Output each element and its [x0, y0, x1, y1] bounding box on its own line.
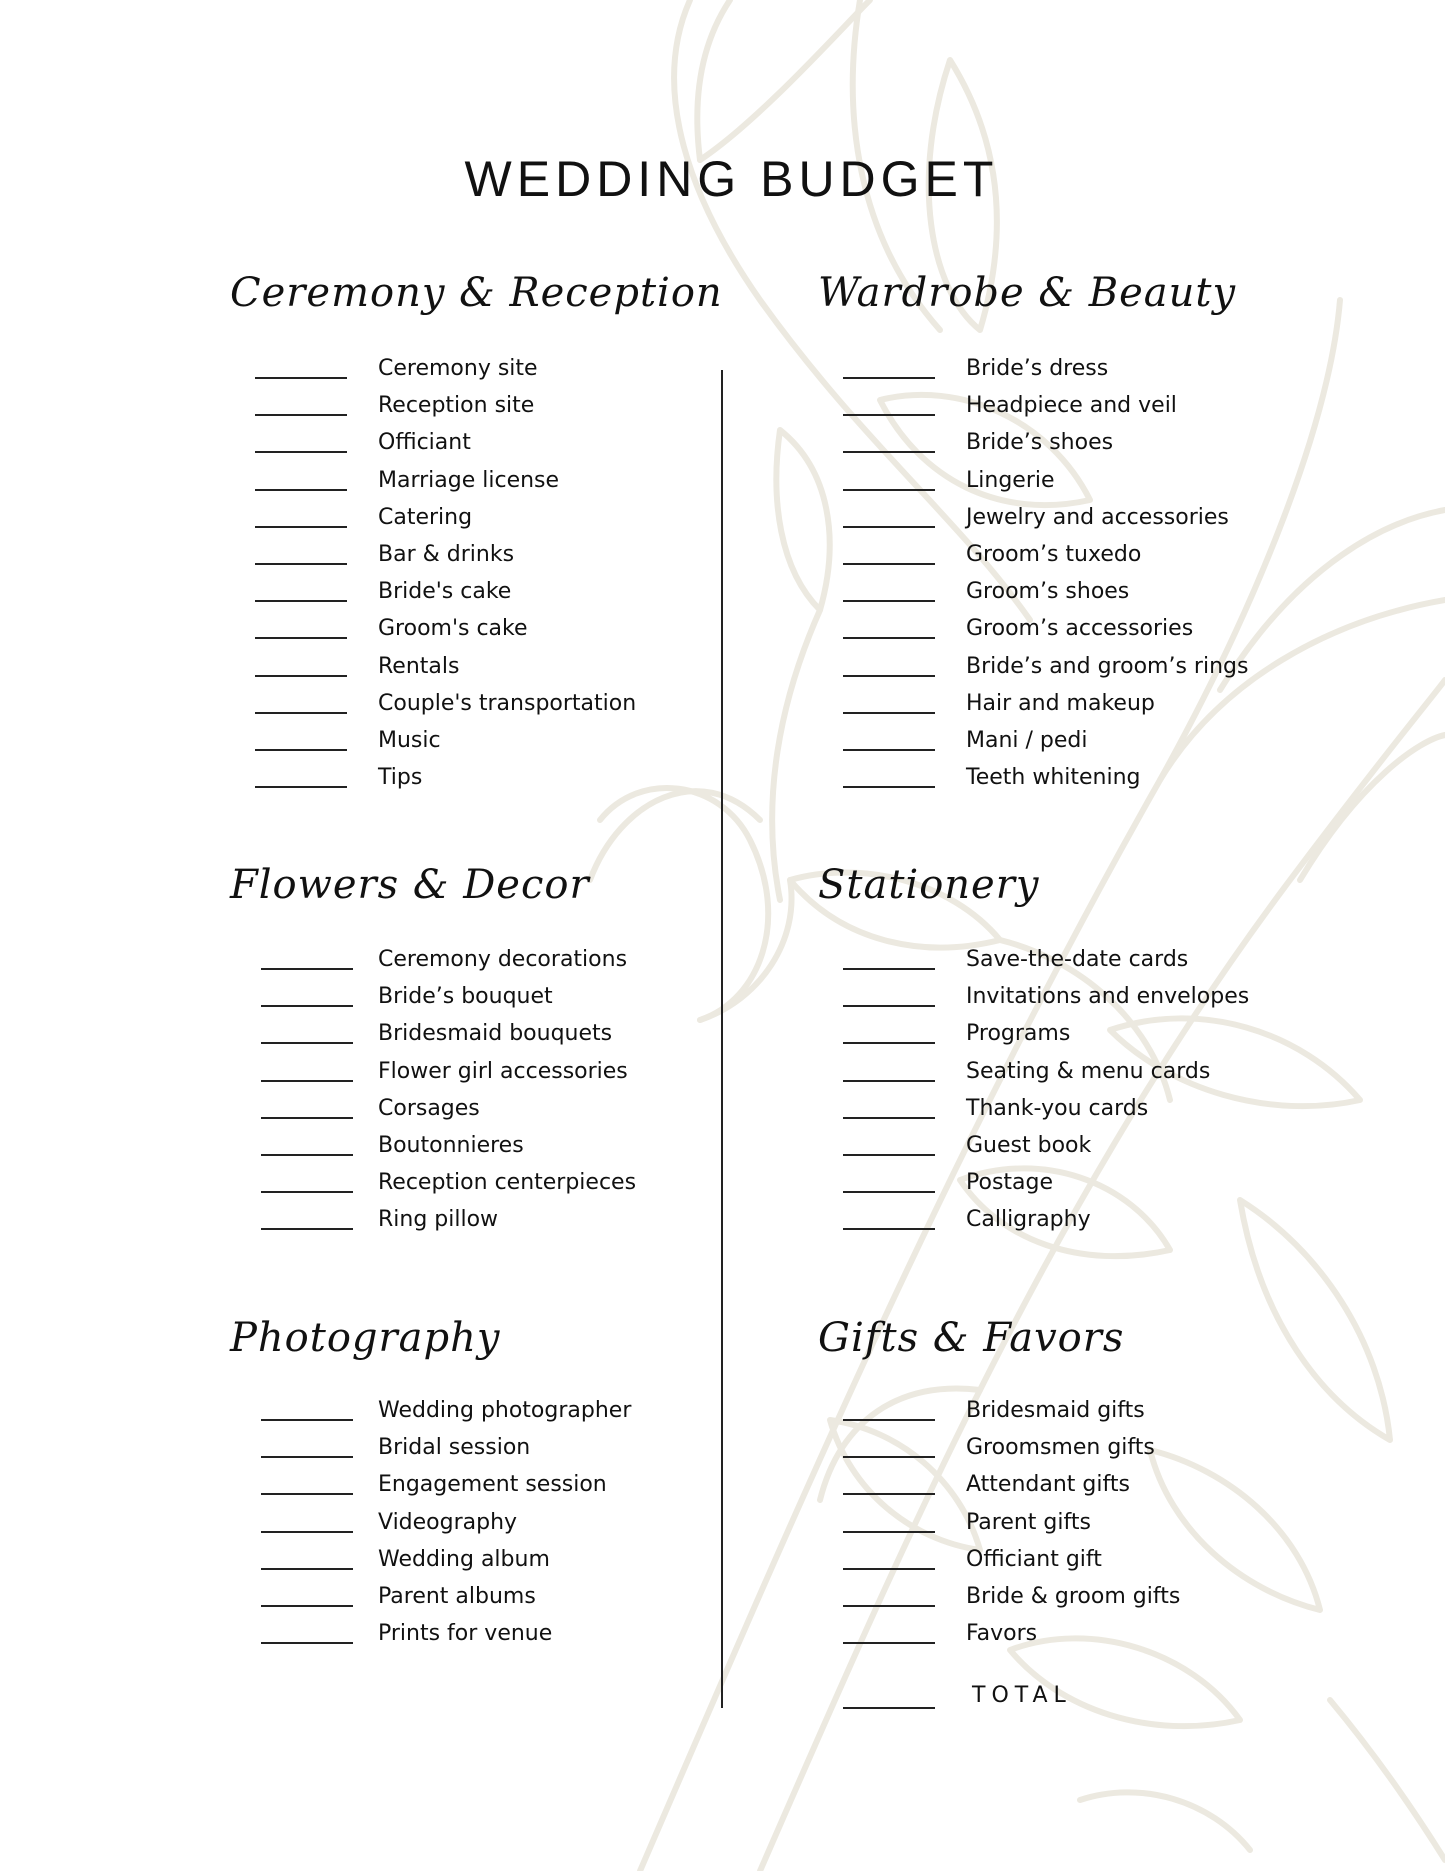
budget-item-row [230, 1471, 650, 1508]
budget-item-label: Groom’s tuxedo [966, 542, 1142, 567]
budget-item-row [818, 1620, 1238, 1657]
amount-blank-line[interactable] [255, 563, 347, 565]
budget-item-row [230, 1397, 650, 1434]
amount-blank-line[interactable] [261, 1042, 353, 1044]
budget-item-label: Mani / pedi [966, 728, 1088, 753]
amount-blank-line[interactable] [843, 1605, 935, 1607]
amount-blank-line[interactable] [261, 1005, 353, 1007]
budget-item-row [818, 690, 1238, 727]
section-heading: Stationery [818, 862, 1040, 908]
budget-item-row [230, 946, 650, 983]
budget-item-row [230, 1169, 650, 1206]
section-heading: Photography [230, 1315, 501, 1361]
budget-item-label: Videography [378, 1510, 518, 1535]
section-heading: Gifts & Favors [818, 1315, 1125, 1361]
budget-item-label: Parent albums [378, 1584, 536, 1609]
budget-item-row [230, 429, 650, 466]
amount-blank-line[interactable] [843, 1568, 935, 1570]
amount-blank-line[interactable] [255, 712, 347, 714]
budget-item-row [230, 504, 650, 541]
budget-item-row [818, 983, 1250, 1020]
total-label: TOTAL [972, 1683, 1072, 1708]
budget-item-label: Teeth whitening [966, 765, 1141, 790]
amount-blank-line[interactable] [843, 1456, 935, 1458]
budget-item-row [230, 467, 650, 504]
budget-item-label: Groom’s accessories [966, 616, 1194, 641]
budget-item-row [818, 392, 1238, 429]
amount-blank-line[interactable] [261, 1642, 353, 1644]
section-heading: Flowers & Decor [230, 862, 590, 908]
amount-blank-line[interactable] [843, 1228, 935, 1230]
budget-item-label: Bar & drinks [378, 542, 515, 567]
amount-blank-line[interactable] [843, 377, 935, 379]
budget-item-row [818, 1132, 1238, 1169]
amount-blank-line[interactable] [261, 1228, 353, 1230]
amount-blank-line[interactable] [255, 749, 347, 751]
budget-item-row [818, 467, 1238, 504]
budget-item-label: Bridal session [378, 1435, 531, 1460]
budget-item-label: Music [378, 728, 441, 753]
budget-item-label: Bride & groom gifts [966, 1584, 1181, 1609]
budget-item-row [818, 429, 1238, 466]
budget-item-label: Tips [378, 765, 423, 790]
section-heading: Ceremony & Reception [230, 270, 723, 316]
budget-item-row [818, 1471, 1238, 1508]
budget-item-row [818, 653, 1249, 690]
budget-item-row [818, 1546, 1238, 1583]
amount-blank-line[interactable] [261, 968, 353, 970]
budget-item-row [818, 1020, 1238, 1057]
budget-item-label: Groomsmen gifts [966, 1435, 1155, 1460]
budget-item-label: Parent gifts [966, 1510, 1091, 1535]
budget-item-row [818, 727, 1238, 764]
amount-blank-line[interactable] [843, 1493, 935, 1495]
budget-item-row [818, 946, 1238, 983]
budget-item-label: Officiant gift [966, 1547, 1102, 1572]
amount-blank-line[interactable] [261, 1531, 353, 1533]
budget-item-row [818, 355, 1238, 392]
amount-blank-line[interactable] [843, 968, 935, 970]
budget-item-label: Thank-you cards [966, 1096, 1149, 1121]
budget-item-label: Bride’s and groom’s rings [966, 654, 1249, 679]
amount-blank-line[interactable] [261, 1419, 353, 1421]
budget-item-label: Catering [378, 505, 473, 530]
amount-blank-line[interactable] [843, 1042, 935, 1044]
amount-blank-line[interactable] [843, 1419, 935, 1421]
amount-blank-line[interactable] [843, 1117, 935, 1119]
budget-item-row [818, 764, 1238, 801]
budget-item-label: Postage [966, 1170, 1054, 1195]
budget-item-row [230, 1583, 650, 1620]
budget-item-label: Engagement session [378, 1472, 607, 1497]
budget-item-row [230, 1546, 650, 1583]
amount-blank-line[interactable] [261, 1154, 353, 1156]
budget-item-row [230, 764, 650, 801]
amount-blank-line[interactable] [843, 1005, 935, 1007]
amount-blank-line[interactable] [255, 786, 347, 788]
budget-item-row [818, 1169, 1238, 1206]
budget-item-label: Lingerie [966, 468, 1055, 493]
budget-item-row [230, 541, 650, 578]
amount-blank-line[interactable] [255, 377, 347, 379]
budget-item-label: Groom's cake [378, 616, 528, 641]
amount-blank-line[interactable] [843, 526, 935, 528]
amount-blank-line[interactable] [843, 1531, 935, 1533]
budget-item-label: Rentals [378, 654, 460, 679]
amount-blank-line[interactable] [843, 749, 935, 751]
page-title: WEDDING BUDGET [464, 151, 999, 207]
amount-blank-line[interactable] [843, 489, 935, 491]
amount-blank-line[interactable] [261, 1568, 353, 1570]
budget-item-row [818, 615, 1238, 652]
amount-blank-line[interactable] [843, 1191, 935, 1193]
amount-blank-line[interactable] [255, 414, 347, 416]
budget-item-row [230, 653, 650, 690]
amount-blank-line[interactable] [261, 1605, 353, 1607]
budget-item-label: Programs [966, 1021, 1071, 1046]
amount-blank-line[interactable] [261, 1456, 353, 1458]
budget-item-label: Groom’s shoes [966, 579, 1130, 604]
budget-item-row [230, 983, 650, 1020]
amount-blank-line[interactable] [261, 1080, 353, 1082]
budget-item-row [818, 541, 1238, 578]
amount-blank-line[interactable] [261, 1117, 353, 1119]
budget-item-label: Headpiece and veil [966, 393, 1177, 418]
budget-item-label: Couple's transportation [378, 691, 637, 716]
budget-item-label: Ceremony decorations [378, 947, 628, 972]
budget-item-label: Hair and makeup [966, 691, 1155, 716]
amount-blank-line[interactable] [255, 600, 347, 602]
amount-blank-line[interactable] [843, 1154, 935, 1156]
amount-blank-line[interactable] [843, 637, 935, 639]
budget-item-label: Save-the-date cards [966, 947, 1189, 972]
budget-item-label: Bride’s bouquet [378, 984, 553, 1009]
budget-item-row [230, 615, 650, 652]
budget-item-label: Marriage license [378, 468, 560, 493]
amount-blank-line[interactable] [255, 526, 347, 528]
budget-item-label: Seating & menu cards [966, 1059, 1211, 1084]
budget-item-row [230, 1020, 650, 1057]
amount-blank-line[interactable] [843, 600, 935, 602]
budget-item-label: Ring pillow [378, 1207, 499, 1232]
amount-blank-line[interactable] [843, 786, 935, 788]
budget-item-label: Officiant [378, 430, 471, 455]
amount-blank-line[interactable] [255, 451, 347, 453]
budget-item-row [818, 1434, 1238, 1471]
budget-item-row [818, 1095, 1238, 1132]
budget-item-label: Prints for venue [378, 1621, 553, 1646]
total-amount-blank[interactable] [843, 1707, 935, 1709]
amount-blank-line[interactable] [843, 675, 935, 677]
budget-item-label: Bride’s dress [966, 356, 1109, 381]
budget-item-row [818, 1206, 1238, 1243]
budget-item-label: Ceremony site [378, 356, 538, 381]
budget-item-label: Bride’s shoes [966, 430, 1114, 455]
budget-item-row [230, 578, 650, 615]
budget-item-label: Calligraphy [966, 1207, 1091, 1232]
budget-item-label: Boutonnieres [378, 1133, 524, 1158]
amount-blank-line[interactable] [255, 675, 347, 677]
amount-blank-line[interactable] [843, 712, 935, 714]
budget-item-row [230, 1620, 650, 1657]
section-heading: Wardrobe & Beauty [818, 270, 1237, 316]
budget-item-label: Attendant gifts [966, 1472, 1130, 1497]
budget-item-row [230, 355, 650, 392]
column-divider [721, 370, 723, 1708]
amount-blank-line[interactable] [843, 451, 935, 453]
budget-item-row [818, 1058, 1238, 1095]
amount-blank-line[interactable] [843, 414, 935, 416]
budget-item-label: Wedding album [378, 1547, 550, 1572]
budget-item-row [230, 392, 650, 429]
budget-item-label: Jewelry and accessories [966, 505, 1229, 530]
budget-item-row [818, 1583, 1238, 1620]
budget-item-row [230, 690, 650, 727]
budget-item-label: Guest book [966, 1133, 1092, 1158]
budget-item-label: Flower girl accessories [378, 1059, 628, 1084]
budget-item-label: Favors [966, 1621, 1038, 1646]
budget-item-label: Wedding photographer [378, 1398, 632, 1423]
budget-item-row [818, 578, 1238, 615]
amount-blank-line[interactable] [255, 637, 347, 639]
amount-blank-line[interactable] [843, 1080, 935, 1082]
budget-item-row [818, 504, 1238, 541]
budget-item-row [230, 727, 650, 764]
budget-item-label: Corsages [378, 1096, 480, 1121]
budget-item-label: Bride's cake [378, 579, 512, 604]
budget-item-row [818, 1397, 1238, 1434]
budget-item-row [818, 1509, 1238, 1546]
amount-blank-line[interactable] [843, 563, 935, 565]
amount-blank-line[interactable] [843, 1642, 935, 1644]
amount-blank-line[interactable] [261, 1493, 353, 1495]
amount-blank-line[interactable] [261, 1191, 353, 1193]
budget-item-row [230, 1095, 650, 1132]
budget-item-row [230, 1434, 650, 1471]
budget-item-label: Reception site [378, 393, 535, 418]
budget-item-label: Bridesmaid bouquets [378, 1021, 613, 1046]
budget-item-row [230, 1206, 650, 1243]
budget-item-label: Invitations and envelopes [966, 984, 1250, 1009]
budget-item-row [230, 1058, 650, 1095]
budget-item-row [230, 1132, 650, 1169]
amount-blank-line[interactable] [255, 489, 347, 491]
budget-item-label: Reception centerpieces [378, 1170, 637, 1195]
budget-item-label: Bridesmaid gifts [966, 1398, 1145, 1423]
budget-item-row [230, 1509, 650, 1546]
